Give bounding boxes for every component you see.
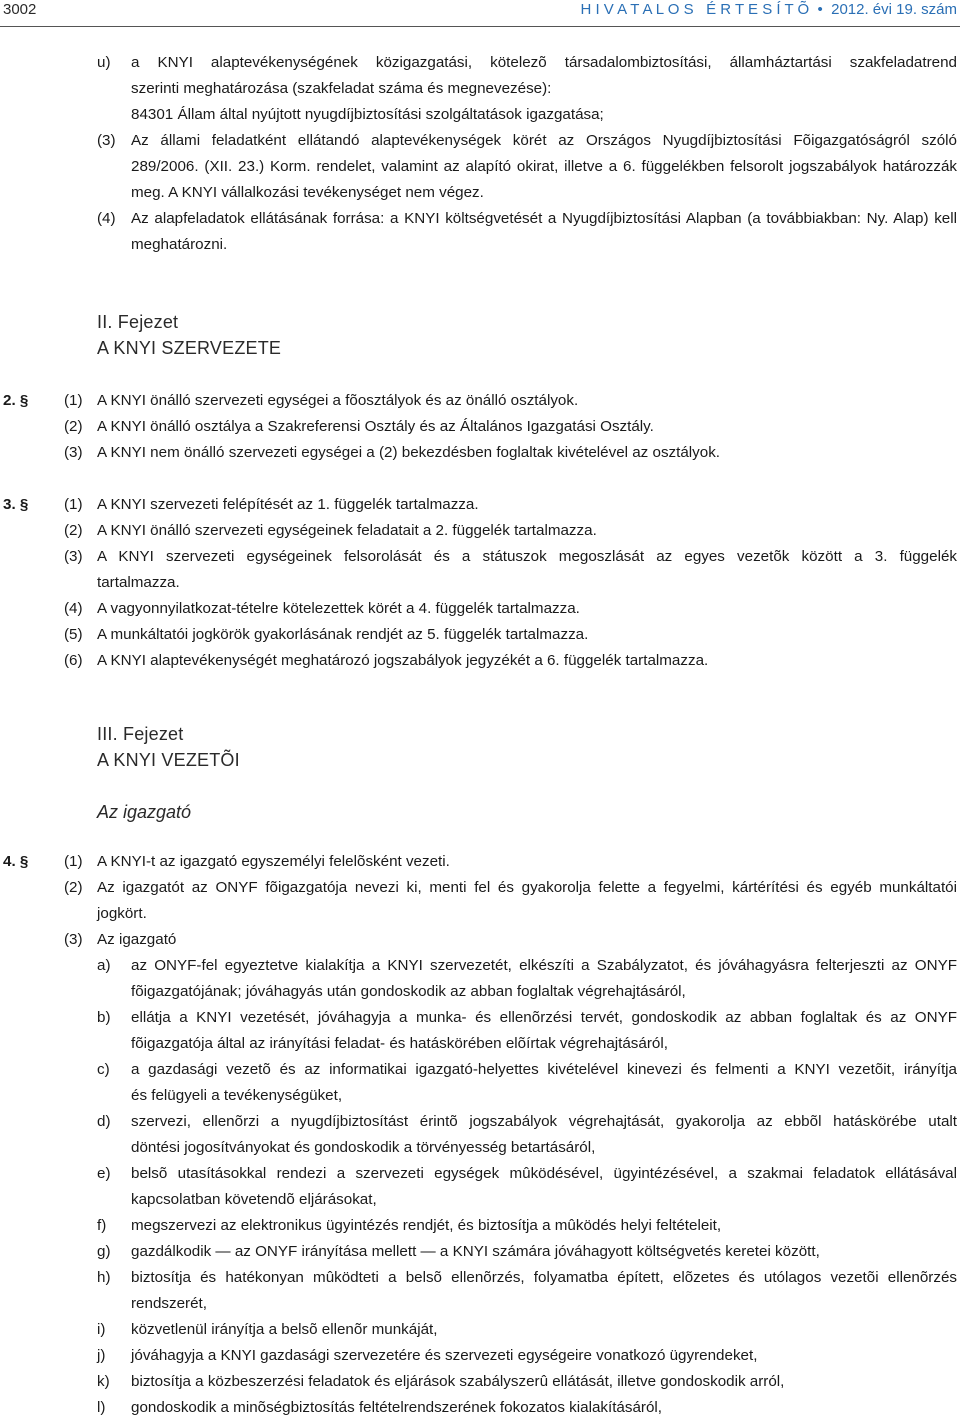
s4-label-1: (1) <box>64 853 83 870</box>
duty-label: c) <box>97 1061 110 1078</box>
duty-label: l) <box>97 1399 106 1416</box>
s3-label-3: (3) <box>64 548 83 565</box>
duty-text-line: fõigazgatójának; jóváhagyás után gondoskodik az abban foglaltak végrehajtásáról, <box>131 983 686 1000</box>
running-title: H I V A T A L O S É R T E S Í T Õ • 2012. évi 19. szám <box>580 1 957 18</box>
chapter-2-subtitle: A KNYI SZERVEZETE <box>97 338 282 358</box>
duty-text-line: szervezi, ellenõrzi a nyugdíjbiztosítást érintõ jogszabályok végrehajtását, gyakorolja az ebbõl hatáskörébe utalt <box>131 1113 957 1130</box>
s3-label-6: (6) <box>64 652 83 669</box>
duty-text-line: döntési jogosítványokat és gondoskodik a törvényesség betartásáról, <box>131 1139 596 1156</box>
duty-label: a) <box>97 957 111 974</box>
p3-line-1: Az állami feladatként ellátandó alaptevékenységek körét az Országos Nyugdíjbiztosítási Fõigazgatóságról szóló <box>131 132 957 149</box>
duty-text-line: ellátja a KNYI vezetését, jóváhagyja a munka- és ellenõrzési tervét, gondoskodik az abban foglaltak és az ONYF <box>131 1009 957 1026</box>
s4-text-3: Az igazgató <box>97 931 177 948</box>
duty-label: g) <box>97 1243 111 1260</box>
duty-text-line: biztosítja a közbeszerzési feladatok és eljárások szabályszerû ellátását, illetve gondoskodik arról, <box>131 1373 785 1390</box>
header-rule <box>0 26 960 27</box>
s4-label-2: (2) <box>64 879 83 896</box>
s2-label-3: (3) <box>64 444 83 461</box>
p4-line-2: meghatározni. <box>131 236 228 253</box>
duty-text-line: gazdálkodik — az ONYF irányítása mellett — a KNYI számára jóváhagyott költségvetés keretei között, <box>131 1243 820 1260</box>
page-header <box>0 0 960 26</box>
s4-label-3: (3) <box>64 931 83 948</box>
duty-text-line: jóváhagyja a KNYI gazdasági szervezetére és szervezeti egységeire vonatkozó ügyrendeket, <box>131 1347 758 1364</box>
duty-label: b) <box>97 1009 111 1026</box>
s3-text-2: A KNYI önálló szervezeti egységeinek feladatait a 2. függelék tartalmazza. <box>97 522 597 539</box>
p3-line-3: meg. A KNYI vállalkozási tevékenységet nem végez. <box>131 184 484 201</box>
s2-text-1: A KNYI önálló szervezeti egységei a fõosztályok és az önálló osztályok. <box>97 392 579 409</box>
duty-text-line: rendszerét, <box>131 1295 207 1312</box>
s3-text-1: A KNYI szervezeti felépítését az 1. függelék tartalmazza. <box>97 496 479 513</box>
duty-text-line: gondoskodik a minõségbiztosítás feltételrendszerének fokozatos kialakításáról, <box>131 1399 663 1416</box>
s3-label-2: (2) <box>64 522 83 539</box>
s3-label-1: (1) <box>64 496 83 513</box>
s4-text-2-line-2: jogkört. <box>97 905 147 922</box>
s3-text-3-line-2: tartalmazza. <box>97 574 180 591</box>
chapter-2-title: II. Fejezet <box>97 312 179 332</box>
u-line-1: a KNYI alaptevékenységének közigazgatási, kötelezõ társadalombiztosítási, államháztartási szakfeladatrend <box>131 54 957 71</box>
item-label-u: u) <box>97 54 111 71</box>
chapter-3-subtitle: A KNYI VEZETÕI <box>97 750 240 770</box>
duty-text-line: a gazdasági vezetõ és az informatikai igazgató-helyettes kivételével kinevezi és felmenti a KNYI vezetõit, irányítja <box>131 1061 957 1078</box>
duty-text-line: biztosítja és hatékonyan mûködteti a belsõ ellenõrzés, folyamatba épített, elõzetes és utólagos vezetõi ellenõrzés <box>131 1269 957 1286</box>
duty-text-line: belsõ utasításokkal rendezi a szervezeti egységek mûködésével, ügyintézésével, a szakmai feladatok ellátásával <box>131 1165 957 1182</box>
duty-label: f) <box>97 1217 107 1234</box>
chapter-3-subheading: Az igazgató <box>97 802 192 822</box>
duty-label: j) <box>97 1347 106 1364</box>
duty-text-line: az ONYF-fel egyeztetve kialakítja a KNYI szervezetét, elkészíti a Szabályzatot, és jóváhagyásra felterjeszti az ONYF <box>131 957 957 974</box>
duty-label: h) <box>97 1269 111 1286</box>
s3-text-3-line-1: A KNYI szervezeti egységeinek felsorolását és a státuszok megoszlását az egyes vezetõk között a 3. függelék <box>97 548 957 565</box>
s3-label-5: (5) <box>64 626 83 643</box>
s3-label-4: (4) <box>64 600 83 617</box>
s2-label-2: (2) <box>64 418 83 435</box>
duty-label: e) <box>97 1165 111 1182</box>
duty-text-line: fõigazgatója által az irányítási feladat- és hatáskörében elõírtak végrehajtásáról, <box>131 1035 668 1052</box>
s3-text-6: A KNYI alaptevékenységét meghatározó jogszabályok jegyzékét a 6. függelék tartalmazza. <box>97 652 709 669</box>
para-label-4: (4) <box>97 210 116 227</box>
chapter-3-title: III. Fejezet <box>97 724 184 744</box>
duty-label: d) <box>97 1113 111 1130</box>
section-3-number: 3. § <box>3 496 29 513</box>
duty-label: i) <box>97 1321 106 1338</box>
p4-line-1: Az alapfeladatok ellátásának forrása: a KNYI költségvetését a Nyugdíjbiztosítási Alapban (a továbbiakban: Ny. Alap) kell <box>131 210 957 227</box>
s2-text-2: A KNYI önálló osztálya a Szakreferensi Osztály és az Általános Igazgatási Osztály. <box>97 418 654 435</box>
s4-text-2-line-1: Az igazgatót az ONYF fõigazgatója nevezi ki, menti fel és gyakorolja felette a fegyelmi, kártérítési és egyéb munkáltatói <box>97 879 957 896</box>
s3-text-4: A vagyonnyilatkozat-tételre kötelezettek körét a 4. függelék tartalmazza. <box>97 600 580 617</box>
s3-text-5: A munkáltatói jogkörök gyakorlásának rendjét az 5. függelék tartalmazza. <box>97 626 589 643</box>
duty-label: k) <box>97 1373 110 1390</box>
section-2-number: 2. § <box>3 392 29 409</box>
section-4-number: 4. § <box>3 853 29 870</box>
s4-text-1: A KNYI-t az igazgató egyszemélyi felelõsként vezeti. <box>97 853 450 870</box>
s2-label-1: (1) <box>64 392 83 409</box>
duty-text-line: megszervezi az elektronikus ügyintézés rendjét, és biztosítja a mûködés helyi feltételeit, <box>131 1217 722 1234</box>
duty-text-line: és felügyeli a tevékenységüket, <box>131 1087 343 1104</box>
p3-line-2: 289/2006. (XII. 23.) Korm. rendelet, valamint az alapító okirat, illetve a 6. függelékben felsorolt jogszabályok határozzák <box>131 158 957 175</box>
page-number: 3002 <box>3 1 37 18</box>
u-line-2: szerinti meghatározása (szakfeladat száma és megnevezése): <box>131 80 552 97</box>
s2-text-3: A KNYI nem önálló szervezeti egységei a (2) bekezdésben foglaltak kivételével az osztályok. <box>97 444 721 461</box>
para-label-3: (3) <box>97 132 116 149</box>
u-line-3: 84301 Állam által nyújtott nyugdíjbiztosítási szolgáltatások igazgatása; <box>131 106 604 123</box>
duty-text-line: közvetlenül irányítja a belsõ ellenõr munkáját, <box>131 1321 438 1338</box>
duty-text-line: kapcsolatban követendõ eljárásokat, <box>131 1191 377 1208</box>
